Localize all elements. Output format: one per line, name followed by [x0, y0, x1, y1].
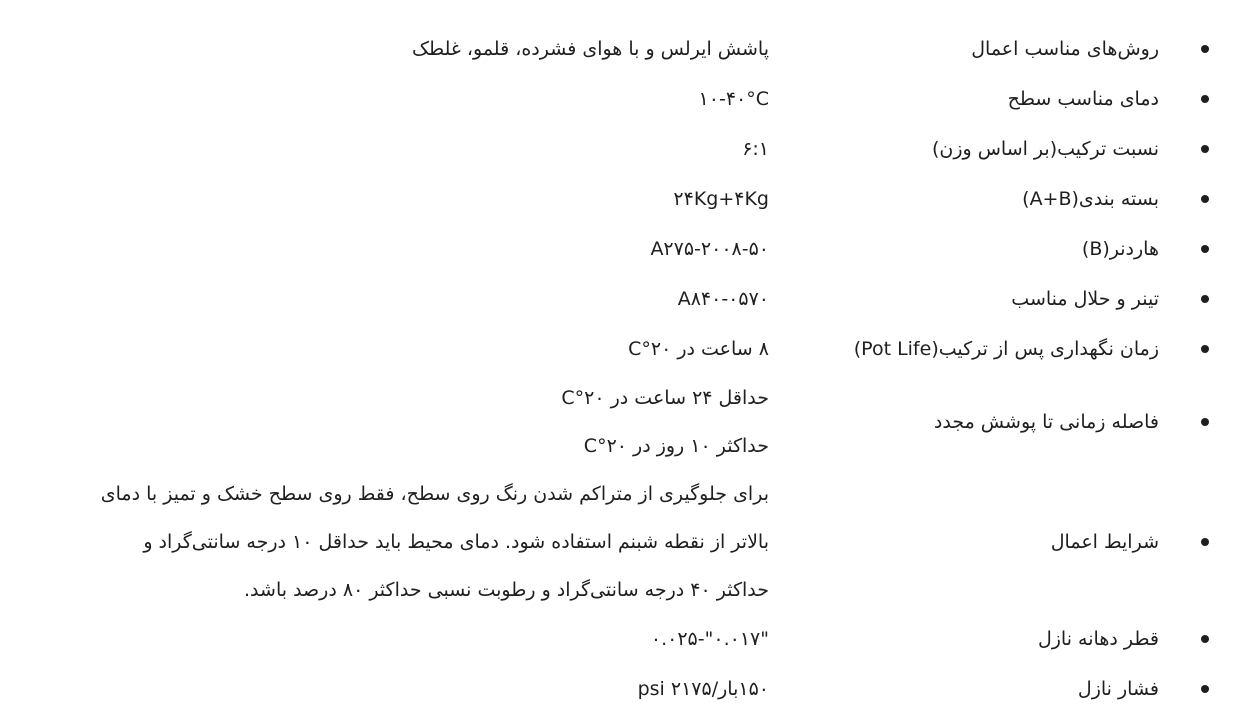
spec-row-thinner: [0, 274, 1252, 324]
spec-value: ۸ ساعت در ۲۰°C: [628, 338, 769, 360]
bullet-icon: [1201, 345, 1209, 353]
spec-value: حداکثر ۴۰ درجه سانتی‌گراد و رطوبت نسبی حداکثر ۸۰ درصد باشد.: [244, 579, 769, 601]
spec-label: تینر و حلال مناسب: [1011, 288, 1159, 310]
spec-label: هاردنر(B): [1081, 238, 1159, 260]
spec-value: "۰.۰۱۷"-۰.۰۲۵: [650, 628, 769, 650]
spec-value: پاشش ایرلس و با هوای فشرده، قلمو، غلطک: [412, 38, 769, 60]
spec-row-recoat-interval: [0, 374, 1252, 470]
spec-value: A۲۷۵-۲۰۰۸-۵۰: [650, 238, 769, 260]
spec-value: ۱۰-۴۰°C: [698, 88, 769, 110]
spec-value: حداکثر ۱۰ روز در ۲۰°C: [583, 435, 769, 457]
specification-table: [0, 24, 1252, 714]
spec-value: حداقل ۲۴ ساعت در ۲۰°C: [561, 387, 769, 409]
spec-value: برای جلوگیری از متراکم شدن رنگ روی سطح، فقط روی سطح خشک و تمیز با دمای: [100, 483, 769, 505]
bullet-icon: [1201, 685, 1209, 693]
spec-label: قطر دهانه نازل: [1037, 628, 1159, 650]
bullet-icon: [1201, 45, 1209, 53]
spec-row-surface-temperature: [0, 74, 1252, 124]
spec-row-application-methods: [0, 24, 1252, 74]
bullet-icon: [1201, 538, 1209, 546]
spec-value: A۸۴۰-۰۵۷۰: [677, 288, 769, 310]
spec-label: فشار نازل: [1077, 678, 1159, 700]
bullet-icon: [1201, 245, 1209, 253]
spec-row-packaging: [0, 174, 1252, 224]
spec-row-hardener: [0, 224, 1252, 274]
spec-label: نسبت ترکیب(بر اساس وزن): [931, 138, 1159, 160]
bullet-icon: [1201, 95, 1209, 103]
bullet-icon: [1201, 145, 1209, 153]
spec-value: ۶:۱: [742, 138, 769, 160]
spec-row-nozzle-size: [0, 614, 1252, 664]
spec-row-pot-life: [0, 324, 1252, 374]
bullet-icon: [1201, 195, 1209, 203]
bullet-icon: [1201, 295, 1209, 303]
spec-row-application-conditions: [0, 470, 1252, 614]
spec-label: بسته بندی(A+B): [1022, 188, 1159, 210]
spec-label: شرایط اعمال: [1050, 531, 1159, 553]
spec-label: روش‌های مناسب اعمال: [971, 38, 1159, 60]
bullet-icon: [1201, 635, 1209, 643]
bullet-icon: [1201, 418, 1209, 426]
spec-row-mixing-ratio: [0, 124, 1252, 174]
spec-value: ۲۴Kg+۴Kg: [673, 188, 769, 210]
spec-label: زمان نگهداری پس از ترکیب(Pot Life): [853, 338, 1159, 360]
spec-label: فاصله زمانی تا پوشش مجدد: [933, 411, 1159, 433]
spec-value: بالاتر از نقطه شبنم استفاده شود. دمای محیط باید حداقل ۱۰ درجه سانتی‌گراد و: [143, 531, 769, 553]
spec-row-nozzle-pressure: [0, 664, 1252, 714]
spec-value: ۱۵۰بار/۲۱۷۵ psi: [637, 678, 769, 700]
spec-label: دمای مناسب سطح: [1007, 88, 1159, 110]
